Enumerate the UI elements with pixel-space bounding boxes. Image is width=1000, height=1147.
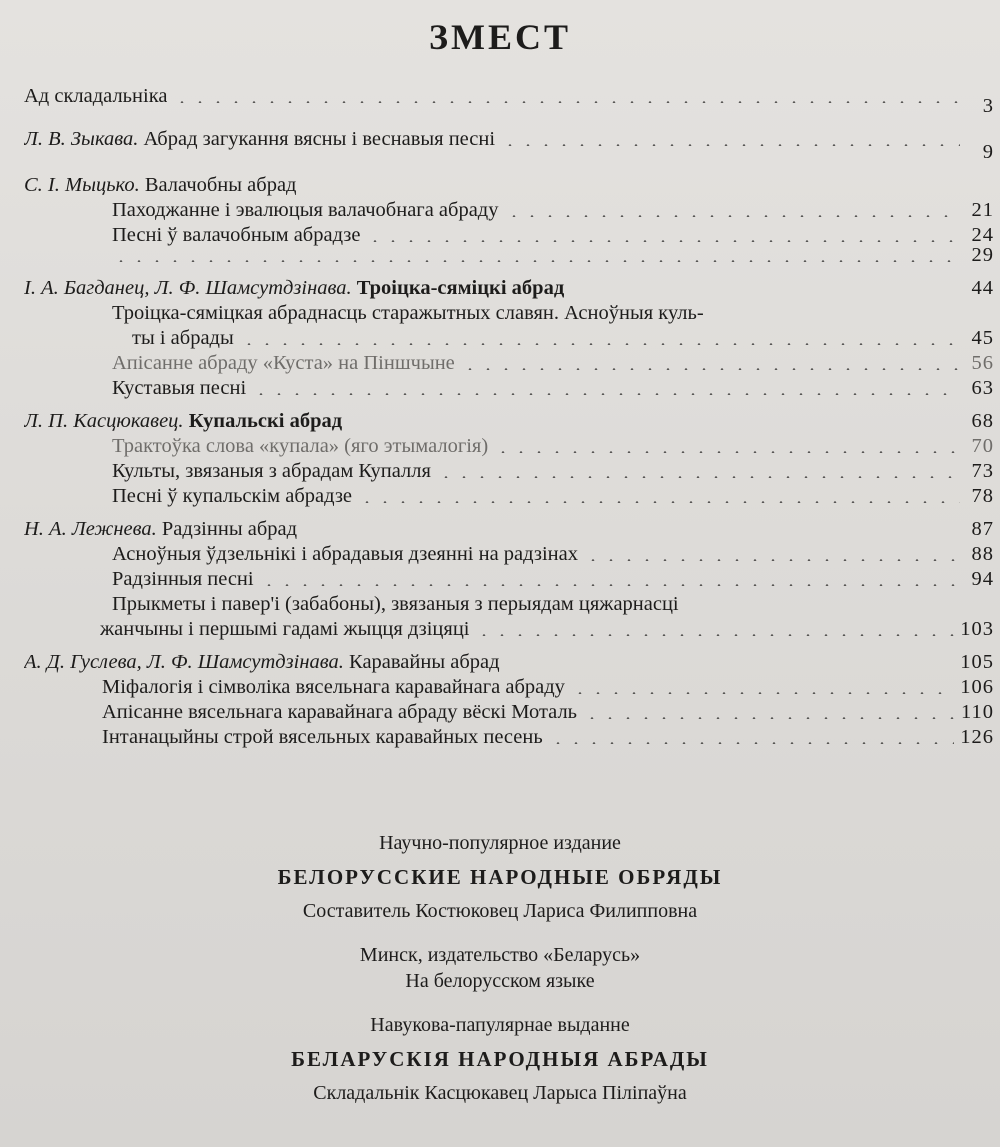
toc-page-number: 88 — [971, 543, 994, 565]
toc-page-number: 106 — [960, 676, 994, 698]
imprint-be-compiler: Складальнік Касцюкавец Ларыса Піліпаўна — [313, 1082, 687, 1104]
toc-page-number: 56 — [971, 352, 994, 374]
table-of-contents — [22, 84, 994, 750]
toc-author: С. І. Мыцько. — [24, 174, 140, 196]
toc-subentry: Апісанне абраду «Куста» на Піншчыне 56 — [112, 352, 994, 374]
toc-page-number: 105 — [960, 651, 994, 673]
toc-entry-title: Радзінны абрад — [161, 518, 298, 540]
toc-page-number: 73 — [971, 460, 994, 482]
toc-page-number: 63 — [971, 377, 994, 399]
toc-subentry: Троіцка-сяміцкая абраднасць старажытных славян. Асноўныя куль- — [112, 302, 704, 324]
toc-entry-title: Каравайны абрад — [349, 651, 500, 673]
toc-author: Н. А. Лежнева. — [24, 518, 157, 540]
toc-subentry: Апісанне вясельнага каравайнага абраду вёскі Моталь 110 — [102, 701, 994, 723]
toc-subentry: Песні ў валачобным абрадзе 24 — [112, 224, 994, 246]
toc-page-row — [22, 141, 994, 165]
toc-page-number: 78 — [971, 485, 994, 507]
toc-subentry: Культы, звязаныя з абрадам Купалля 73 — [112, 460, 994, 482]
toc-subentry: Міфалогія і сімволіка вясельнага каравайнага абраду 106 — [102, 676, 994, 698]
contents-heading: ЗМЕСТ — [428, 17, 571, 57]
toc-page-number: 9 — [982, 141, 994, 163]
toc-page-number: 68 — [971, 410, 994, 432]
toc-subentry: Трактоўка слова «купала» (яго этымалогія) 70 — [112, 435, 994, 457]
toc-author: Л. П. Касцюкавец. — [24, 410, 184, 432]
toc-page-number: 70 — [971, 435, 994, 457]
toc-page-number: 3 — [982, 95, 994, 117]
imprint-ru-publisher: Минск, издательство «Беларусь» — [359, 944, 641, 966]
toc-entry-title: Ад складальніка — [24, 85, 168, 107]
toc-page-number: 24 — [971, 224, 994, 246]
imprint-be-type: Навукова-папулярнае выданне — [370, 1014, 630, 1036]
toc-author: Л. В. Зыкава. — [24, 128, 139, 150]
toc-subentry: жанчыны і першымі гадамі жыцця дзіцяці 103 — [100, 618, 994, 640]
toc-entry-title: Троіцка-сяміцкі абрад — [356, 277, 565, 299]
toc-entry-huslieva — [22, 650, 994, 675]
toc-page-number: 44 — [971, 277, 994, 299]
imprint-ru-compiler: Составитель Костюковец Лариса Филипповна — [302, 900, 698, 922]
toc-subentry: Прыкметы і павер'і (забабоны), звязаныя з перыядам цяжарнасці — [112, 593, 679, 615]
toc-entry-kastsiukavets — [22, 409, 994, 434]
toc-entry-title: Купальскі абрад — [188, 410, 343, 432]
imprint-be-title: БЕЛАРУСКІЯ НАРОДНЫЯ АБРАДЫ — [291, 1047, 709, 1071]
toc-page-number: 29 — [971, 244, 994, 266]
toc-entry-bahdanets — [22, 276, 994, 301]
toc-page-number: 103 — [960, 618, 994, 640]
toc-entry-title: Абрад загукання вясны і веснавыя песні — [143, 128, 496, 150]
imprint-ru-title: БЕЛОРУССКИЕ НАРОДНЫЕ ОБРЯДЫ — [277, 865, 723, 889]
toc-subentry: Паходжанне і эвалюцыя валачобнага абраду 21 — [112, 199, 994, 221]
toc-entry-title: Валачобны абрад — [144, 174, 297, 196]
imprint-ru-type: Научно-популярное издание — [379, 832, 621, 854]
toc-entry-lezhneva — [22, 517, 994, 542]
toc-page-number: 94 — [971, 568, 994, 590]
toc-subentry — [22, 244, 994, 268]
imprint-ru-language: На белорусском языке — [405, 970, 595, 992]
toc-author: А. Д. Гуслева, Л. Ф. Шамсутдзінава. — [24, 651, 344, 673]
toc-author: І. А. Багданец, Л. Ф. Шамсутдзінава. — [24, 277, 352, 299]
toc-subentry: Асноўныя ўдзельнікі і абрадавыя дзеянні на радзінах 88 — [112, 543, 994, 565]
toc-subentry: Інтанацыйны строй вясельных каравайных песень 126 — [102, 726, 994, 748]
imprint-block — [0, 830, 1000, 1106]
toc-subentry: Куставыя песні 63 — [112, 377, 994, 399]
toc-page-number: 87 — [971, 518, 994, 540]
toc-page-number: 21 — [971, 199, 994, 221]
toc-page-number: 45 — [971, 327, 994, 349]
toc-page-number: 126 — [960, 726, 994, 748]
toc-entry-mytsko — [22, 173, 994, 198]
toc-page-number: 110 — [961, 701, 994, 723]
toc-subentry: Радзінныя песні 94 — [112, 568, 994, 590]
toc-subentry: ты і абрады 45 — [132, 327, 994, 349]
toc-subentry: Песні ў купальскім абрадзе 78 — [112, 485, 994, 507]
